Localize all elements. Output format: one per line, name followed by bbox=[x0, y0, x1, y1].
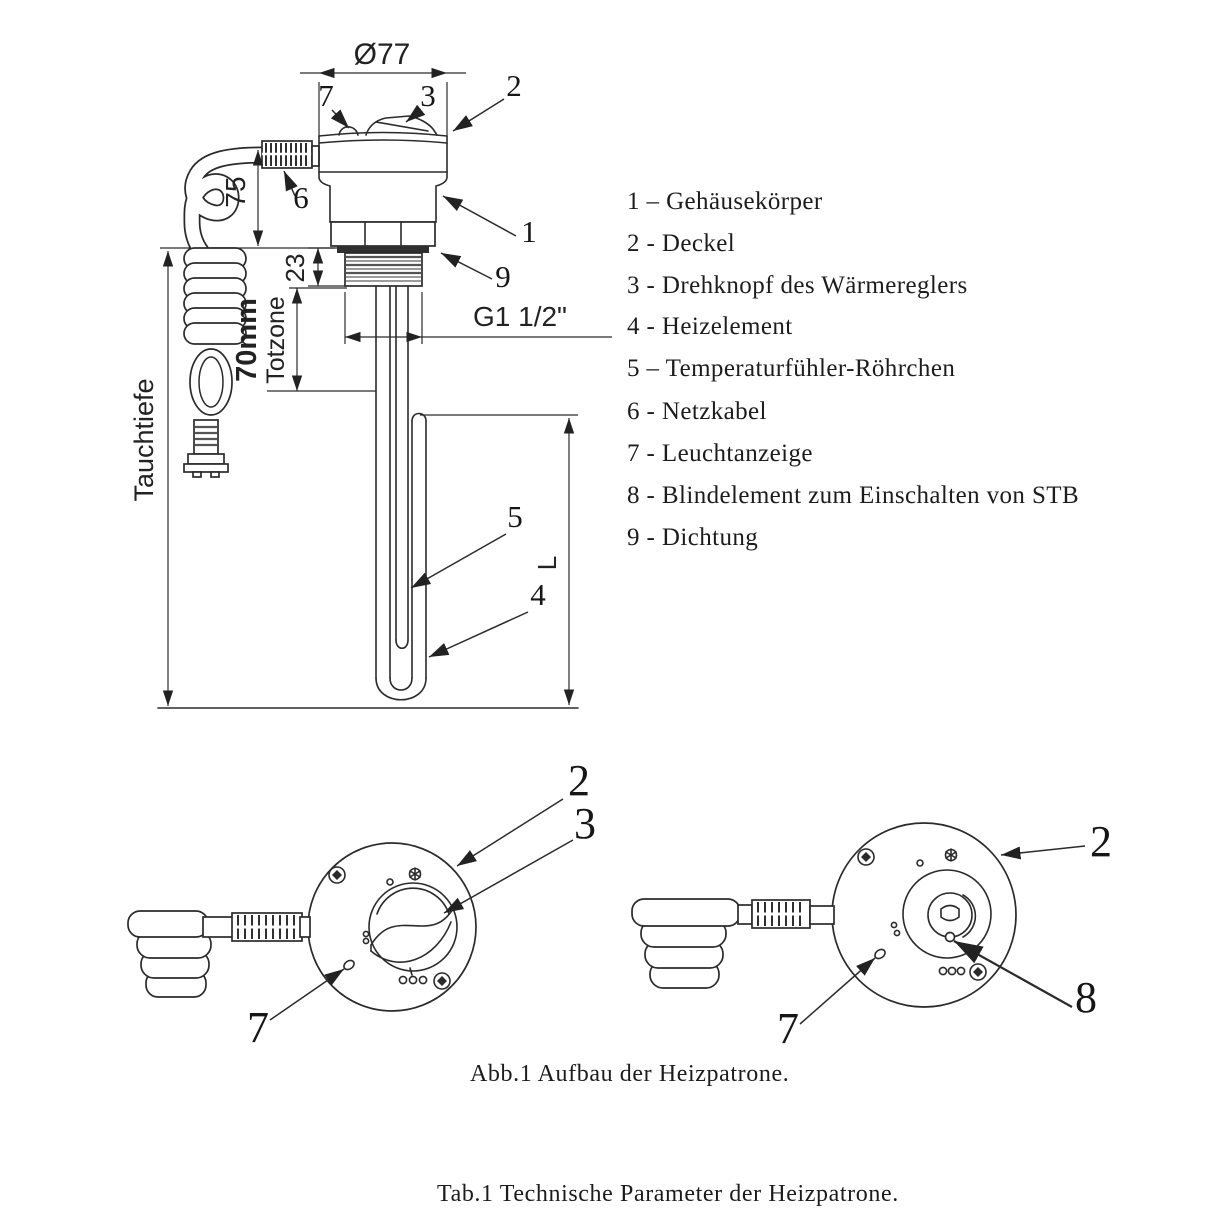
callout-7: 7 bbox=[777, 1004, 799, 1053]
plug-left bbox=[128, 911, 233, 997]
figure-caption: Abb.1 Aufbau der Heizpatrone. bbox=[470, 1061, 790, 1087]
legend-item-5: 5 – Temperaturfühler-Röhrchen bbox=[627, 355, 956, 382]
dimension-element-length bbox=[532, 418, 569, 705]
heating-element-tube bbox=[376, 286, 426, 700]
cover bbox=[319, 133, 447, 173]
callout-2: 2 bbox=[1090, 817, 1112, 866]
sensor-tube bbox=[396, 286, 408, 648]
dim-diameter-label: Ø77 bbox=[353, 38, 411, 71]
dim-75-label: 75 bbox=[220, 176, 251, 208]
legend-item-1: 1 – Gehäusekörper bbox=[627, 188, 823, 215]
legend-item-2: 2 - Deckel bbox=[627, 230, 736, 257]
legend-item-4: 4 - Heizelement bbox=[627, 313, 793, 340]
dim-totzone-label: Totzone bbox=[262, 296, 290, 384]
dimension-immersion-depth bbox=[129, 251, 168, 706]
main-view-callouts bbox=[284, 68, 546, 657]
plug-right bbox=[632, 899, 752, 988]
callout-2: 2 bbox=[506, 68, 522, 103]
callout-8: 8 bbox=[1075, 973, 1097, 1022]
cover-front bbox=[832, 823, 1016, 1007]
hex-nut bbox=[331, 222, 435, 246]
callout-6: 6 bbox=[293, 180, 309, 215]
housing-body bbox=[319, 172, 447, 222]
thread-section bbox=[345, 253, 422, 286]
dim-tauchtiefe-label: Tauchtiefe bbox=[129, 378, 159, 502]
callout-7: 7 bbox=[318, 78, 334, 113]
dim-L-label: L bbox=[532, 555, 562, 571]
callout-7: 7 bbox=[247, 1003, 269, 1052]
cable-gland bbox=[262, 141, 319, 168]
power-plug bbox=[184, 420, 228, 477]
front-view-blind bbox=[632, 817, 1112, 1053]
dim-thread-label: G1 1/2" bbox=[473, 301, 567, 332]
callout-4: 4 bbox=[530, 577, 546, 612]
legend-item-8: 8 - Blindelement zum Einschalten von STB bbox=[627, 482, 1080, 509]
dimension-thread-length bbox=[280, 248, 345, 286]
dim-23-label: 23 bbox=[280, 253, 310, 283]
legend-item-7: 7 - Leuchtanzeige bbox=[627, 440, 813, 467]
cable-loop bbox=[190, 349, 232, 415]
gland-left bbox=[232, 913, 310, 941]
gasket bbox=[337, 246, 429, 253]
legend-item-9: 9 - Dichtung bbox=[627, 524, 759, 551]
callout-3: 3 bbox=[574, 799, 596, 848]
main-side-view bbox=[129, 38, 612, 708]
table-caption: Tab.1 Technische Parameter der Heizpatrone. bbox=[437, 1181, 899, 1207]
front-view-knob bbox=[128, 756, 596, 1052]
dimension-thread-spec bbox=[345, 292, 612, 344]
callout-5: 5 bbox=[507, 499, 523, 534]
callout-1: 1 bbox=[521, 214, 537, 249]
dim-70mm-label: 70mm bbox=[231, 298, 263, 382]
dimension-deadzone bbox=[231, 288, 376, 391]
gland-right bbox=[752, 900, 834, 928]
callout-9: 9 bbox=[495, 259, 511, 294]
legend-item-6: 6 - Netzkabel bbox=[627, 398, 767, 425]
legend-item-3: 3 - Drehknopf des Wärmereglers bbox=[627, 272, 968, 299]
callout-3: 3 bbox=[420, 78, 436, 113]
callout-2: 2 bbox=[568, 756, 590, 805]
